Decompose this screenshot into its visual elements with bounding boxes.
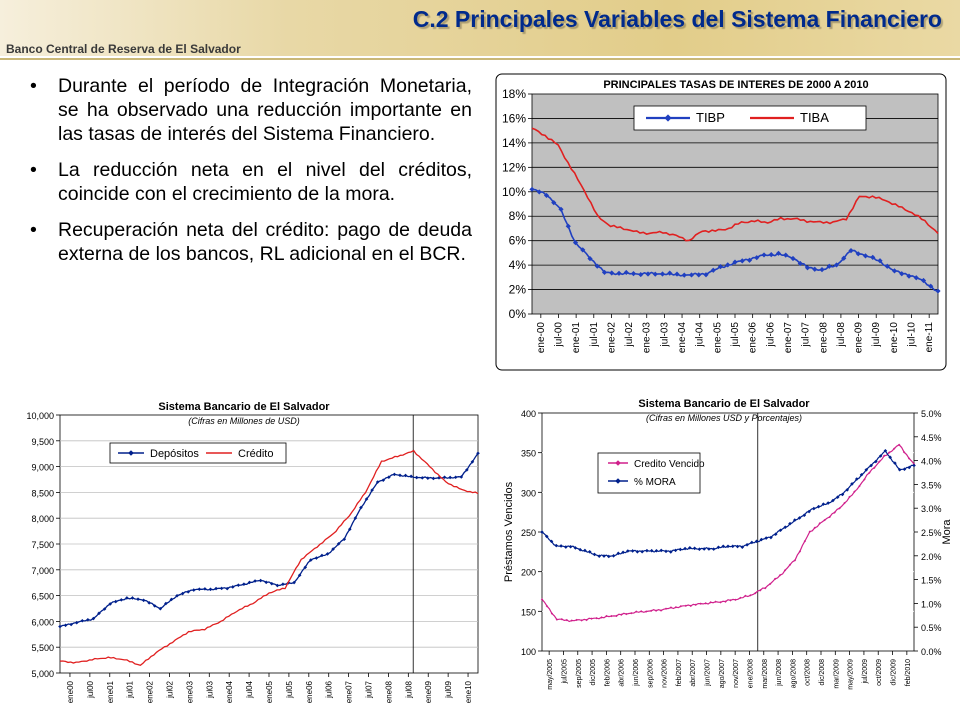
x-tick-label: feb/2010 [904, 659, 912, 687]
x-tick-label: mar/2009 [833, 659, 841, 689]
y-tick-label: 7,000 [31, 565, 54, 576]
chart-title: PRINCIPALES TASAS DE INTERES DE 2000 A 2010 [603, 79, 869, 91]
x-tick-label: jul-05 [730, 322, 741, 347]
bullet-item [28, 158, 472, 206]
legend-label: TIBA [800, 110, 829, 125]
x-tick-label: jul03 [205, 681, 215, 698]
y-tick-label: 6,000 [31, 617, 54, 628]
legend-label: % MORA [634, 477, 676, 488]
x-tick-label: ene-09 [853, 322, 865, 354]
y-axis-label: Préstamos Vencidos [503, 481, 515, 583]
y-tick-label: 0% [508, 307, 526, 321]
header-divider [0, 58, 960, 60]
y-tick-label: 150 [520, 607, 536, 618]
bullet-dot-icon: • [30, 219, 37, 241]
y2-tick-label: 1.5% [921, 575, 942, 586]
x-tick-label: jul-06 [765, 322, 777, 347]
x-tick-label: ene-11 [924, 322, 936, 353]
x-tick-label: mar/2008 [761, 659, 769, 689]
bullet-text: Durante el período de Integración Monetaria, se ha observado una reducción importante en las tasas de interés del Sistema Financiero. [58, 75, 472, 145]
y2-tick-label: 5.0% [921, 409, 942, 419]
bullet-dot-icon: • [30, 75, 37, 97]
x-tick-label: ene10 [464, 681, 474, 704]
y-tick-label: 10,000 [26, 411, 54, 421]
x-tick-label: abr/2006 [618, 659, 626, 687]
y-tick-label: 100 [520, 647, 536, 657]
y-tick-label: 6% [508, 233, 526, 248]
x-tick-label: abr/2007 [690, 659, 698, 687]
x-tick-label: nov/2006 [661, 659, 669, 688]
chart-title: Sistema Bancario de El Salvador [638, 398, 810, 410]
x-tick-label: jul-07 [800, 322, 812, 347]
x-tick-label: jul-00 [553, 322, 565, 347]
y2-tick-label: 3.0% [921, 504, 942, 515]
y-tick-label: 400 [520, 409, 536, 419]
x-tick-label: jul-01 [588, 322, 600, 347]
y-tick-label: 4% [508, 258, 526, 273]
x-tick-label: jul07 [364, 681, 374, 698]
x-tick-label: ene-05 [712, 322, 724, 354]
x-tick-label: jul09 [444, 681, 454, 698]
legend-label: Crédito [238, 448, 274, 460]
x-tick-label: ene-06 [747, 322, 759, 354]
y2-tick-label: 1.0% [921, 599, 942, 610]
y-tick-label: 250 [520, 528, 536, 538]
legend-label: Depósitos [150, 448, 199, 460]
x-tick-label: ene02 [145, 681, 155, 704]
x-tick-label: ene09 [424, 681, 434, 704]
x-tick-label: jun/2007 [704, 659, 712, 686]
x-tick-label: ene-10 [888, 322, 900, 354]
bullet-list [28, 74, 472, 278]
chart-subtitle: (Cifras en Millones USD y Porcentajes) [645, 413, 803, 423]
x-tick-label: ene-00 [535, 322, 547, 354]
bullet-text: La reducción neta en el nivel del créditos, coincide con el crecimiento de la mora. [58, 159, 472, 205]
x-tick-label: jun/2008 [776, 659, 784, 686]
y-tick-label: 2% [508, 282, 526, 297]
chart-mora [494, 385, 956, 717]
x-tick-label: ene08 [384, 681, 394, 704]
y-tick-label: 12% [501, 160, 526, 175]
slide-title: C.2 Principales Variables del Sistema Financiero [412, 6, 942, 32]
y-tick-label: 8,000 [31, 514, 54, 525]
chart-tasas-container [492, 70, 952, 376]
x-tick-label: ene/2008 [747, 659, 755, 689]
x-tick-label: jul-03 [659, 322, 671, 347]
y-tick-label: 9,500 [31, 436, 54, 447]
y-tick-label: 8% [508, 209, 526, 224]
x-tick-label: ene00 [65, 681, 75, 704]
bullet-dot-icon: • [30, 159, 37, 181]
chart-subtitle: (Cifras en Millones de USD) [188, 416, 300, 426]
x-tick-label: ene03 [185, 681, 195, 704]
slide-header [0, 0, 960, 56]
x-tick-label: oct/2008 [804, 659, 812, 686]
y2-tick-label: 2.5% [921, 528, 942, 538]
y2-axis-label: Mora [941, 519, 953, 545]
chart-depositos-container [2, 385, 486, 717]
x-tick-label: may/2005 [547, 659, 555, 690]
x-tick-label: ago/2008 [790, 659, 798, 689]
x-tick-label: ene-02 [606, 322, 618, 354]
y-tick-label: 6,500 [31, 591, 54, 602]
x-tick-label: ene07 [344, 681, 354, 704]
chart-title: Sistema Bancario de El Salvador [158, 401, 330, 413]
x-tick-label: dic/2009 [890, 659, 898, 686]
x-tick-label: jul-02 [624, 322, 636, 347]
y2-tick-label: 4.0% [921, 456, 942, 467]
x-tick-label: ene06 [304, 681, 314, 704]
x-tick-label: jul/2005 [561, 659, 569, 684]
x-tick-label: jul-08 [835, 322, 847, 347]
brand-label: Banco Central de Reserva de El Salvador [6, 42, 241, 56]
x-tick-label: jul08 [404, 681, 414, 698]
y-tick-label: 300 [520, 488, 536, 499]
x-tick-label: sep/2006 [647, 659, 655, 688]
x-tick-label: jul-04 [694, 322, 706, 347]
x-tick-label: jul-10 [906, 322, 918, 347]
x-tick-label: jul04 [245, 681, 255, 698]
y2-tick-label: 0.5% [921, 623, 942, 634]
x-tick-label: oct/2009 [876, 659, 884, 686]
x-tick-label: dic/2005 [590, 659, 598, 686]
x-tick-label: jul02 [165, 681, 175, 698]
chart-mora-container [494, 385, 956, 717]
x-tick-label: ene04 [225, 681, 235, 704]
x-tick-label: ene01 [105, 681, 115, 704]
y-tick-label: 350 [520, 448, 536, 459]
y-tick-label: 5,500 [31, 643, 54, 654]
x-tick-label: jul00 [85, 681, 95, 698]
x-tick-label: jul06 [324, 681, 334, 698]
y-tick-label: 7,500 [31, 540, 54, 550]
y-tick-label: 9,000 [31, 462, 54, 473]
x-tick-label: may/2009 [847, 659, 855, 690]
x-tick-label: jul01 [125, 681, 135, 698]
legend-label: Credito Vencido [634, 459, 705, 470]
y2-tick-label: 4.5% [921, 432, 942, 443]
x-tick-label: ago/2007 [718, 659, 726, 689]
legend-label: TIBP [696, 110, 725, 125]
x-tick-label: ene05 [265, 681, 274, 704]
x-tick-label: dic/2008 [819, 659, 826, 686]
y-tick-label: 14% [501, 135, 526, 150]
x-tick-label: ene-01 [571, 322, 583, 354]
y-tick-label: 18% [501, 87, 526, 101]
bullet-item [28, 218, 472, 266]
x-tick-label: feb/2006 [604, 659, 612, 687]
x-tick-label: jul-09 [871, 322, 883, 347]
y-tick-label: 200 [520, 567, 536, 578]
x-tick-label: feb/2007 [675, 659, 683, 687]
x-tick-label: nov/2007 [733, 659, 741, 688]
y-tick-label: 8,500 [31, 488, 54, 499]
x-tick-label: ene-07 [782, 322, 794, 354]
x-tick-label: sep/2005 [575, 659, 583, 688]
bullet-text: Recuperación neta del crédito: pago de deuda externa de los bancos, RL adicional en el BCR. [58, 219, 472, 265]
x-tick-label: ene-04 [677, 322, 689, 354]
x-tick-label: jul/2009 [861, 659, 869, 684]
x-tick-label: ene-08 [818, 322, 830, 354]
x-tick-label: jul05 [284, 681, 294, 698]
y2-tick-label: 0.0% [921, 647, 942, 657]
y2-tick-label: 3.5% [921, 480, 942, 491]
x-tick-label: jun/2006 [633, 659, 640, 686]
chart-depositos-credito [2, 385, 486, 717]
x-tick-label: ene-03 [641, 322, 653, 354]
y-tick-label: 10% [501, 184, 526, 199]
y-tick-label: 5,000 [31, 669, 54, 679]
chart-tasas [492, 70, 952, 376]
bullet-item [28, 74, 472, 146]
y-tick-label: 16% [501, 111, 526, 126]
y2-tick-label: 2.0% [921, 551, 942, 562]
